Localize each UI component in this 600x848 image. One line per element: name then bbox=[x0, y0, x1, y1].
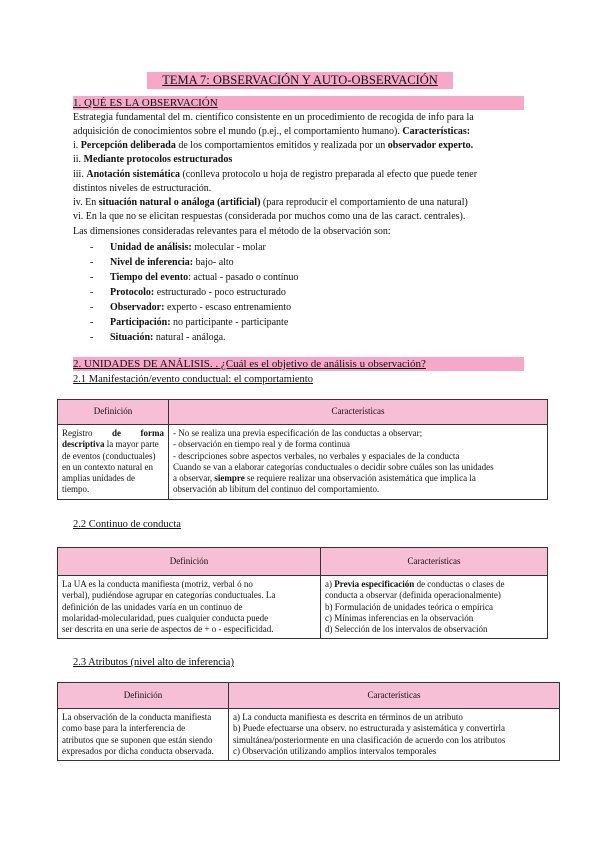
col-header-definicion: Definición bbox=[58, 400, 169, 425]
dimension-item: - Situación: natural - análoga. bbox=[90, 332, 226, 343]
characteristics-cell: a) Previa especificación de conductas o clases de conducta a observar (definida operacionalmente) b) Formulación de unidades teórica o empírica c) Mínimas inferencias en la observación d) Selección de los intervalos de observación bbox=[321, 576, 548, 639]
col-header-caracteristicas: Características bbox=[321, 548, 548, 576]
definition-cell: La observación de la conducta manifiesta como base para la interferencia de atributos que se suponen que están siendo expresados por dicha conducta observada. bbox=[58, 709, 229, 761]
col-header-definicion: Definición bbox=[58, 548, 321, 576]
dimension-item: - Protocolo: estructurado - poco estructurado bbox=[90, 287, 286, 298]
page-title: TEMA 7: OBSERVACIÓN Y AUTO-OBSERVACIÓN bbox=[147, 72, 453, 89]
col-header-caracteristicas: Características bbox=[169, 400, 548, 425]
dimension-item: - Participación: no participante - participante bbox=[90, 317, 289, 328]
table-manifestacion bbox=[57, 399, 548, 500]
definition-cell: Registro de forma descriptiva la mayor parte de eventos (conductuales) en un contexto natural en amplias unidades de tiempo. bbox=[58, 425, 169, 500]
characteristic-vi: vi. En la que no se elicitan respuestas (considerada por muchos como una de las caract. centrales). bbox=[73, 211, 466, 222]
intro-line-1: Estrategia fundamental del m. científico consistente en un procedimiento de recogida de info para la bbox=[73, 112, 474, 123]
section-2-3-heading: 2.3 Atributos (nivel alto de inferencia) bbox=[73, 657, 234, 668]
section-2-1-heading: 2.1 Manifestación/evento conductual: el comportamiento bbox=[73, 374, 313, 385]
characteristic-ii: ii. Mediante protocolos estructurados bbox=[73, 154, 233, 165]
dimensions-intro: Las dimensiones consideradas relevantes para el método de la observación son: bbox=[73, 226, 391, 237]
section-1-heading: 1. QUÉ ES LA OBSERVACIÓN bbox=[73, 96, 524, 110]
col-header-definicion: Definición bbox=[58, 683, 229, 709]
section-2-heading: 2. UNIDADES DE ANÁLISIS. . ¿Cuál es el objetivo de análisis u observación? bbox=[73, 357, 524, 371]
characteristics-cell: a) La conducta manifiesta es descrita en términos de un atributo b) Puede efectuarse una observ. no estructurada y asistemática y convertirla simultánea/posteriormente en una clasificación de acuerdo con los atributos c) Observación utilizando amplios intervalos temporales bbox=[229, 709, 560, 761]
col-header-caracteristicas: Características bbox=[229, 683, 560, 709]
characteristic-iii: iii. Anotación sistemática (conlleva protocolo u hoja de registro preparada al efecto que puede tener bbox=[73, 169, 478, 180]
intro-line-2: adquisición de conocimientos sobre el mundo (p.ej., el comportamiento humano). Características: bbox=[73, 126, 471, 137]
dimension-item: - Unidad de análisis: molecular - molar bbox=[90, 242, 266, 253]
table-atributos bbox=[57, 682, 560, 761]
dimension-item: - Observador: experto - escaso entrenamiento bbox=[90, 302, 292, 313]
characteristic-iv: iv. En situación natural o análoga (artificial) (para reproducir el comportamiento de una natural) bbox=[73, 197, 468, 208]
characteristic-iii-cont: distintos niveles de estructuración. bbox=[73, 183, 212, 194]
characteristic-i: i. Percepción deliberada de los comportamientos emitidos y realizada por un observador experto. bbox=[73, 140, 474, 151]
characteristics-cell: - No se realiza una previa especificación de las conductas a observar; - observación en tiempo real y de forma continua - descripciones sobre aspectos verbales, no verbales y espaciales de la conducta Cuando se van a elaborar categorías conductuales o decidir sobre cuáles son las unidades a observar, siempre se requiere realizar una observación asistemática que implica la observación ab libitum del continuo del comportamiento. bbox=[169, 425, 548, 500]
section-2-2-heading: 2.2 Continuo de conducta bbox=[73, 519, 181, 530]
dimension-item: - Tiempo del evento: actual - pasado o contínuo bbox=[90, 272, 299, 283]
table-continuo bbox=[57, 547, 548, 639]
definition-cell: La UA es la conducta manifiesta (motriz, verbal ó no verbal), pudiéndose agrupar en categorías conductuales. La definición de las unidades varía en un continuo de molaridad-molecularidad, pues cualquier conducta puede ser descrita en una serie de aspectos de + o - especificidad. bbox=[58, 576, 321, 639]
dimension-item: - Nivel de inferencia: bajo- alto bbox=[90, 257, 234, 268]
